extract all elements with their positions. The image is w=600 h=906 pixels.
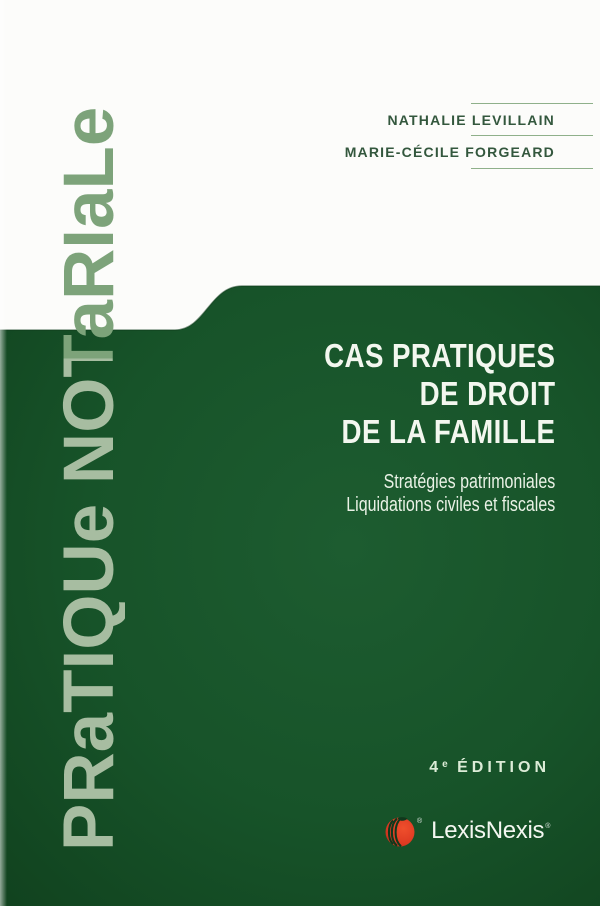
registered-mark-sphere: ® (417, 818, 423, 825)
lexisnexis-sphere-icon (384, 814, 416, 848)
collection-name-vertical: PRaTIQUe NOTaRIaLe (50, 106, 129, 851)
author-name-1: NATHALIE LEVILLAIN (387, 112, 555, 128)
book-title-line-2: DE DROIT (419, 375, 555, 412)
book-title-line-1: CAS PRATIQUES (323, 337, 555, 374)
book-subtitle (346, 471, 555, 517)
author-divider-middle (471, 135, 593, 136)
registered-mark-wordmark: ® (545, 823, 551, 830)
edition-word: ÉDITION (448, 759, 550, 776)
author-name-2: MARIE-CÉCILE FORGEARD (344, 144, 555, 160)
author-divider-top (471, 103, 593, 104)
book-title-line-3: DE LA FAMILLE (341, 413, 555, 450)
book-title (324, 337, 555, 451)
publisher-logo (384, 814, 549, 848)
book-subtitle-line-2: Liquidations civiles et fiscales (346, 494, 555, 516)
edition-label (429, 759, 550, 777)
author-divider-bottom (471, 168, 593, 169)
publisher-name: LexisNexis (431, 817, 545, 844)
book-subtitle-line-1: Stratégies patrimoniales (383, 471, 555, 493)
edition-number: 4 (429, 759, 443, 776)
edition-suffix: e (442, 759, 449, 770)
